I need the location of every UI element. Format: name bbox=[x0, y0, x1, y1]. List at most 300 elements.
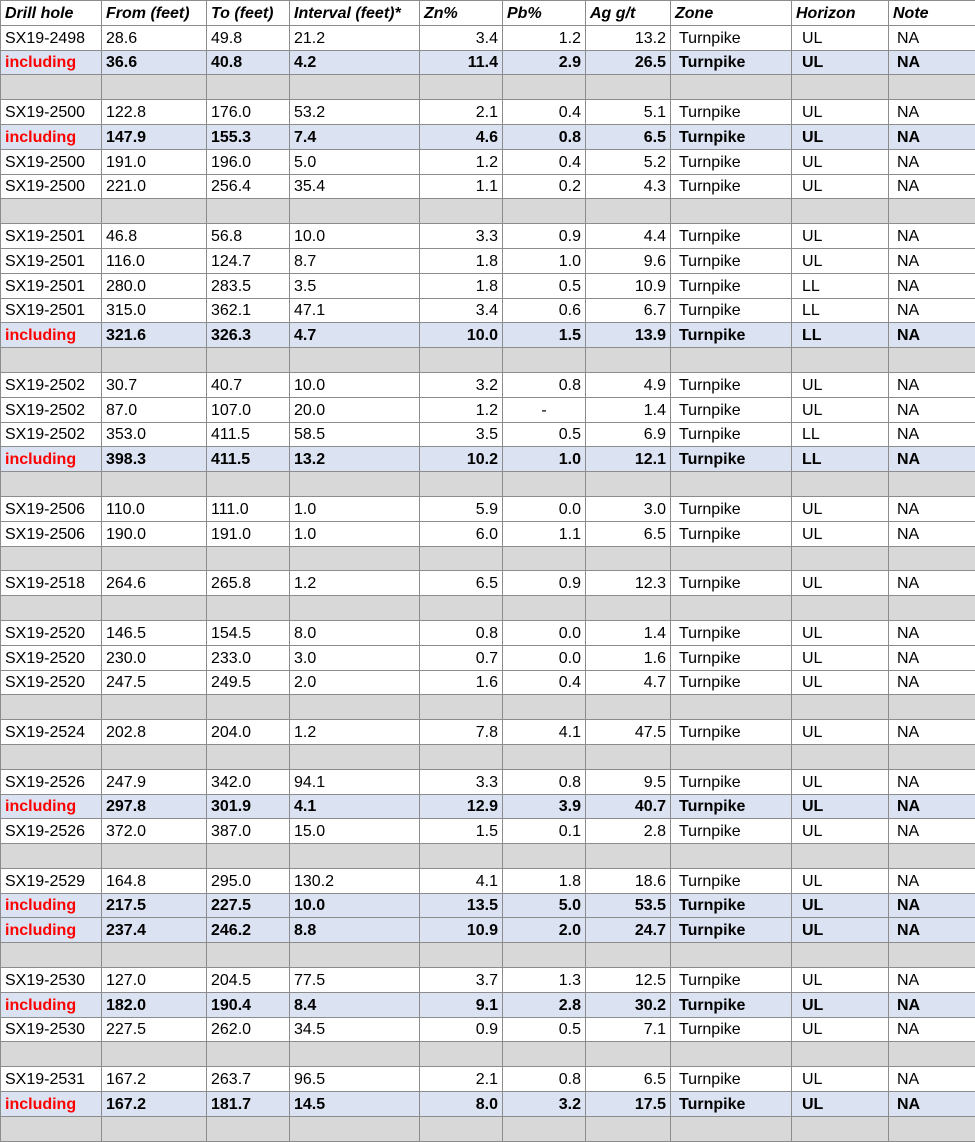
cell-from: 116.0 bbox=[102, 248, 207, 273]
spacer-row bbox=[1, 348, 975, 373]
cell-interval: 10.0 bbox=[290, 893, 420, 918]
cell-pb: 0.5 bbox=[503, 273, 586, 298]
cell-zn: 2.1 bbox=[420, 1067, 503, 1092]
cell-from: 372.0 bbox=[102, 819, 207, 844]
table-header bbox=[1, 1, 975, 26]
cell-zn: 4.6 bbox=[420, 124, 503, 149]
cell-horizon: UL bbox=[792, 918, 889, 943]
table-row bbox=[1, 100, 975, 125]
spacer-cell bbox=[207, 1042, 290, 1067]
table-row bbox=[1, 422, 975, 447]
cell-horizon: UL bbox=[792, 521, 889, 546]
cell-to: 176.0 bbox=[207, 100, 290, 125]
cell-zone: Turnpike bbox=[671, 645, 792, 670]
cell-ag: 6.7 bbox=[586, 298, 671, 323]
cell-zone: Turnpike bbox=[671, 521, 792, 546]
cell-drill-hole: SX19-2500 bbox=[1, 174, 102, 199]
spacer-cell bbox=[1, 695, 102, 720]
table-row bbox=[1, 720, 975, 745]
cell-to: 263.7 bbox=[207, 1067, 290, 1092]
spacer-cell bbox=[290, 844, 420, 869]
cell-drill-hole: SX19-2506 bbox=[1, 496, 102, 521]
cell-pb: 0.6 bbox=[503, 298, 586, 323]
spacer-cell bbox=[290, 943, 420, 968]
spacer-cell bbox=[503, 744, 586, 769]
spacer-cell bbox=[420, 943, 503, 968]
cell-ag: 1.4 bbox=[586, 397, 671, 422]
spacer-cell bbox=[503, 546, 586, 571]
spacer-cell bbox=[420, 546, 503, 571]
spacer-cell bbox=[792, 199, 889, 224]
cell-to: 362.1 bbox=[207, 298, 290, 323]
spacer-cell bbox=[1, 943, 102, 968]
cell-to: 181.7 bbox=[207, 1092, 290, 1117]
spacer-cell bbox=[207, 348, 290, 373]
cell-interval: 2.0 bbox=[290, 670, 420, 695]
cell-ag: 12.3 bbox=[586, 571, 671, 596]
spacer-cell bbox=[889, 695, 975, 720]
spacer-cell bbox=[792, 348, 889, 373]
including-row bbox=[1, 918, 975, 943]
cell-drill-hole: including bbox=[1, 124, 102, 149]
spacer-cell bbox=[792, 546, 889, 571]
cell-drill-hole: SX19-2501 bbox=[1, 224, 102, 249]
header-zn: Zn% bbox=[420, 1, 503, 26]
cell-from: 110.0 bbox=[102, 496, 207, 521]
cell-to: 283.5 bbox=[207, 273, 290, 298]
cell-note: NA bbox=[889, 224, 975, 249]
cell-note: NA bbox=[889, 149, 975, 174]
spacer-cell bbox=[420, 844, 503, 869]
spacer-cell bbox=[792, 744, 889, 769]
cell-from: 398.3 bbox=[102, 447, 207, 472]
cell-drill-hole: including bbox=[1, 1092, 102, 1117]
cell-horizon: UL bbox=[792, 1067, 889, 1092]
cell-drill-hole: SX19-2498 bbox=[1, 25, 102, 50]
cell-ag: 4.7 bbox=[586, 670, 671, 695]
cell-zone: Turnpike bbox=[671, 422, 792, 447]
cell-to: 227.5 bbox=[207, 893, 290, 918]
cell-zone: Turnpike bbox=[671, 273, 792, 298]
cell-drill-hole: SX19-2530 bbox=[1, 968, 102, 993]
cell-to: 411.5 bbox=[207, 422, 290, 447]
cell-pb: 0.8 bbox=[503, 769, 586, 794]
cell-zone: Turnpike bbox=[671, 397, 792, 422]
cell-to: 154.5 bbox=[207, 620, 290, 645]
cell-note: NA bbox=[889, 248, 975, 273]
cell-pb: 1.0 bbox=[503, 447, 586, 472]
cell-to: 256.4 bbox=[207, 174, 290, 199]
table-row bbox=[1, 372, 975, 397]
cell-from: 247.5 bbox=[102, 670, 207, 695]
spacer-cell bbox=[207, 844, 290, 869]
spacer-cell bbox=[586, 695, 671, 720]
cell-zone: Turnpike bbox=[671, 794, 792, 819]
cell-pb: 0.8 bbox=[503, 1067, 586, 1092]
table-row bbox=[1, 645, 975, 670]
spacer-cell bbox=[420, 744, 503, 769]
cell-zn: 11.4 bbox=[420, 50, 503, 75]
cell-to: 387.0 bbox=[207, 819, 290, 844]
table-row bbox=[1, 1067, 975, 1092]
cell-interval: 21.2 bbox=[290, 25, 420, 50]
cell-note: NA bbox=[889, 298, 975, 323]
spacer-cell bbox=[503, 695, 586, 720]
spacer-cell bbox=[102, 943, 207, 968]
cell-note: NA bbox=[889, 868, 975, 893]
cell-horizon: UL bbox=[792, 174, 889, 199]
cell-zn: 10.0 bbox=[420, 323, 503, 348]
cell-zone: Turnpike bbox=[671, 1092, 792, 1117]
cell-to: 111.0 bbox=[207, 496, 290, 521]
spacer-cell bbox=[671, 1042, 792, 1067]
spacer-cell bbox=[420, 695, 503, 720]
cell-ag: 1.6 bbox=[586, 645, 671, 670]
cell-zone: Turnpike bbox=[671, 496, 792, 521]
cell-interval: 8.4 bbox=[290, 992, 420, 1017]
spacer-cell bbox=[290, 546, 420, 571]
cell-to: 411.5 bbox=[207, 447, 290, 472]
cell-zn: 3.4 bbox=[420, 298, 503, 323]
cell-zone: Turnpike bbox=[671, 323, 792, 348]
spacer-cell bbox=[420, 1116, 503, 1141]
cell-zn: 3.2 bbox=[420, 372, 503, 397]
cell-horizon: UL bbox=[792, 645, 889, 670]
cell-zn: 2.1 bbox=[420, 100, 503, 125]
cell-ag: 7.1 bbox=[586, 1017, 671, 1042]
spacer-cell bbox=[503, 943, 586, 968]
spacer-cell bbox=[586, 744, 671, 769]
including-row bbox=[1, 992, 975, 1017]
cell-interval: 8.8 bbox=[290, 918, 420, 943]
cell-interval: 15.0 bbox=[290, 819, 420, 844]
spacer-row bbox=[1, 1042, 975, 1067]
spacer-cell bbox=[889, 348, 975, 373]
cell-ag: 47.5 bbox=[586, 720, 671, 745]
cell-drill-hole: SX19-2501 bbox=[1, 273, 102, 298]
cell-pb: 2.8 bbox=[503, 992, 586, 1017]
spacer-cell bbox=[420, 472, 503, 497]
cell-drill-hole: SX19-2520 bbox=[1, 645, 102, 670]
cell-to: 40.7 bbox=[207, 372, 290, 397]
cell-horizon: UL bbox=[792, 819, 889, 844]
cell-zn: 1.2 bbox=[420, 397, 503, 422]
cell-drill-hole: SX19-2526 bbox=[1, 769, 102, 794]
table-row bbox=[1, 769, 975, 794]
cell-pb: 0.0 bbox=[503, 620, 586, 645]
cell-from: 221.0 bbox=[102, 174, 207, 199]
table-row bbox=[1, 620, 975, 645]
cell-horizon: UL bbox=[792, 1017, 889, 1042]
cell-zn: 1.8 bbox=[420, 248, 503, 273]
cell-note: NA bbox=[889, 397, 975, 422]
cell-pb: 1.1 bbox=[503, 521, 586, 546]
cell-ag: 13.9 bbox=[586, 323, 671, 348]
cell-note: NA bbox=[889, 323, 975, 348]
table-body bbox=[1, 25, 975, 1141]
spacer-cell bbox=[889, 546, 975, 571]
spacer-row bbox=[1, 546, 975, 571]
spacer-cell bbox=[102, 695, 207, 720]
table-row bbox=[1, 174, 975, 199]
spacer-cell bbox=[503, 844, 586, 869]
cell-ag: 6.5 bbox=[586, 521, 671, 546]
cell-to: 342.0 bbox=[207, 769, 290, 794]
spacer-cell bbox=[586, 348, 671, 373]
table-row bbox=[1, 521, 975, 546]
header-pb: Pb% bbox=[503, 1, 586, 26]
table-row bbox=[1, 224, 975, 249]
cell-ag: 9.6 bbox=[586, 248, 671, 273]
spacer-cell bbox=[207, 744, 290, 769]
header-drill-hole: Drill hole bbox=[1, 1, 102, 26]
cell-interval: 96.5 bbox=[290, 1067, 420, 1092]
cell-note: NA bbox=[889, 918, 975, 943]
cell-interval: 3.0 bbox=[290, 645, 420, 670]
cell-interval: 4.2 bbox=[290, 50, 420, 75]
cell-zone: Turnpike bbox=[671, 968, 792, 993]
cell-from: 315.0 bbox=[102, 298, 207, 323]
cell-zn: 10.9 bbox=[420, 918, 503, 943]
cell-zone: Turnpike bbox=[671, 1067, 792, 1092]
cell-zone: Turnpike bbox=[671, 124, 792, 149]
spacer-cell bbox=[889, 75, 975, 100]
spacer-cell bbox=[671, 199, 792, 224]
spacer-cell bbox=[102, 546, 207, 571]
cell-zone: Turnpike bbox=[671, 819, 792, 844]
cell-zn: 1.1 bbox=[420, 174, 503, 199]
cell-zone: Turnpike bbox=[671, 298, 792, 323]
cell-zone: Turnpike bbox=[671, 918, 792, 943]
cell-zone: Turnpike bbox=[671, 25, 792, 50]
cell-horizon: UL bbox=[792, 769, 889, 794]
spacer-cell bbox=[671, 695, 792, 720]
spacer-cell bbox=[586, 75, 671, 100]
spacer-cell bbox=[889, 596, 975, 621]
table-row bbox=[1, 819, 975, 844]
table-row bbox=[1, 968, 975, 993]
cell-note: NA bbox=[889, 992, 975, 1017]
spacer-cell bbox=[1, 844, 102, 869]
cell-zn: 5.9 bbox=[420, 496, 503, 521]
cell-zone: Turnpike bbox=[671, 571, 792, 596]
cell-zone: Turnpike bbox=[671, 670, 792, 695]
spacer-cell bbox=[1, 1116, 102, 1141]
cell-horizon: UL bbox=[792, 248, 889, 273]
cell-interval: 94.1 bbox=[290, 769, 420, 794]
spacer-cell bbox=[671, 75, 792, 100]
cell-horizon: UL bbox=[792, 868, 889, 893]
cell-horizon: UL bbox=[792, 968, 889, 993]
spacer-cell bbox=[102, 1042, 207, 1067]
cell-zone: Turnpike bbox=[671, 100, 792, 125]
cell-zn: 1.8 bbox=[420, 273, 503, 298]
spacer-cell bbox=[671, 472, 792, 497]
spacer-cell bbox=[102, 199, 207, 224]
spacer-row bbox=[1, 75, 975, 100]
cell-note: NA bbox=[889, 769, 975, 794]
spacer-cell bbox=[207, 596, 290, 621]
cell-note: NA bbox=[889, 1092, 975, 1117]
cell-to: 265.8 bbox=[207, 571, 290, 596]
spacer-cell bbox=[102, 1116, 207, 1141]
cell-zn: 13.5 bbox=[420, 893, 503, 918]
spacer-cell bbox=[503, 1042, 586, 1067]
including-row bbox=[1, 50, 975, 75]
spacer-row bbox=[1, 596, 975, 621]
cell-drill-hole: SX19-2524 bbox=[1, 720, 102, 745]
cell-interval: 35.4 bbox=[290, 174, 420, 199]
cell-note: NA bbox=[889, 100, 975, 125]
cell-pb: - bbox=[503, 397, 586, 422]
cell-to: 107.0 bbox=[207, 397, 290, 422]
cell-zn: 0.7 bbox=[420, 645, 503, 670]
cell-from: 36.6 bbox=[102, 50, 207, 75]
spacer-cell bbox=[102, 844, 207, 869]
cell-from: 182.0 bbox=[102, 992, 207, 1017]
spacer-cell bbox=[1, 744, 102, 769]
cell-zone: Turnpike bbox=[671, 224, 792, 249]
cell-zn: 3.4 bbox=[420, 25, 503, 50]
cell-zn: 6.5 bbox=[420, 571, 503, 596]
cell-from: 167.2 bbox=[102, 1092, 207, 1117]
cell-drill-hole: including bbox=[1, 323, 102, 348]
cell-to: 155.3 bbox=[207, 124, 290, 149]
spacer-cell bbox=[290, 1042, 420, 1067]
cell-pb: 0.8 bbox=[503, 372, 586, 397]
cell-drill-hole: including bbox=[1, 918, 102, 943]
cell-drill-hole: including bbox=[1, 447, 102, 472]
spacer-cell bbox=[586, 844, 671, 869]
cell-from: 191.0 bbox=[102, 149, 207, 174]
cell-to: 196.0 bbox=[207, 149, 290, 174]
cell-horizon: LL bbox=[792, 447, 889, 472]
cell-pb: 3.2 bbox=[503, 1092, 586, 1117]
cell-interval: 1.2 bbox=[290, 571, 420, 596]
spacer-cell bbox=[1, 75, 102, 100]
cell-drill-hole: SX19-2506 bbox=[1, 521, 102, 546]
cell-ag: 30.2 bbox=[586, 992, 671, 1017]
cell-note: NA bbox=[889, 372, 975, 397]
cell-horizon: LL bbox=[792, 273, 889, 298]
cell-zone: Turnpike bbox=[671, 447, 792, 472]
cell-zn: 3.5 bbox=[420, 422, 503, 447]
cell-note: NA bbox=[889, 174, 975, 199]
cell-from: 164.8 bbox=[102, 868, 207, 893]
cell-ag: 26.5 bbox=[586, 50, 671, 75]
cell-note: NA bbox=[889, 447, 975, 472]
cell-zone: Turnpike bbox=[671, 620, 792, 645]
cell-ag: 6.5 bbox=[586, 124, 671, 149]
cell-from: 30.7 bbox=[102, 372, 207, 397]
cell-to: 40.8 bbox=[207, 50, 290, 75]
including-row bbox=[1, 124, 975, 149]
including-row bbox=[1, 794, 975, 819]
cell-interval: 4.7 bbox=[290, 323, 420, 348]
cell-ag: 10.9 bbox=[586, 273, 671, 298]
cell-drill-hole: SX19-2520 bbox=[1, 670, 102, 695]
header-zone: Zone bbox=[671, 1, 792, 26]
table-row bbox=[1, 1017, 975, 1042]
cell-interval: 13.2 bbox=[290, 447, 420, 472]
cell-note: NA bbox=[889, 645, 975, 670]
spacer-cell bbox=[290, 348, 420, 373]
table-row bbox=[1, 248, 975, 273]
cell-from: 264.6 bbox=[102, 571, 207, 596]
cell-drill-hole: SX19-2502 bbox=[1, 372, 102, 397]
cell-ag: 5.2 bbox=[586, 149, 671, 174]
spacer-cell bbox=[420, 199, 503, 224]
cell-ag: 4.3 bbox=[586, 174, 671, 199]
cell-zn: 0.8 bbox=[420, 620, 503, 645]
spacer-cell bbox=[290, 744, 420, 769]
spacer-cell bbox=[420, 1042, 503, 1067]
spacer-cell bbox=[503, 75, 586, 100]
cell-to: 190.4 bbox=[207, 992, 290, 1017]
cell-from: 353.0 bbox=[102, 422, 207, 447]
cell-pb: 1.3 bbox=[503, 968, 586, 993]
spacer-cell bbox=[420, 75, 503, 100]
cell-drill-hole: SX19-2501 bbox=[1, 298, 102, 323]
cell-from: 247.9 bbox=[102, 769, 207, 794]
spacer-cell bbox=[889, 199, 975, 224]
cell-to: 191.0 bbox=[207, 521, 290, 546]
cell-pb: 0.4 bbox=[503, 100, 586, 125]
spacer-cell bbox=[503, 199, 586, 224]
cell-zn: 3.3 bbox=[420, 224, 503, 249]
including-row bbox=[1, 1092, 975, 1117]
cell-ag: 53.5 bbox=[586, 893, 671, 918]
spacer-cell bbox=[420, 348, 503, 373]
cell-from: 237.4 bbox=[102, 918, 207, 943]
cell-pb: 0.8 bbox=[503, 124, 586, 149]
spacer-cell bbox=[792, 1042, 889, 1067]
cell-pb: 0.2 bbox=[503, 174, 586, 199]
spacer-cell bbox=[503, 596, 586, 621]
header-interval: Interval (feet)* bbox=[290, 1, 420, 26]
cell-to: 301.9 bbox=[207, 794, 290, 819]
cell-to: 246.2 bbox=[207, 918, 290, 943]
cell-drill-hole: SX19-2518 bbox=[1, 571, 102, 596]
cell-horizon: UL bbox=[792, 124, 889, 149]
spacer-cell bbox=[671, 744, 792, 769]
cell-pb: 1.0 bbox=[503, 248, 586, 273]
cell-from: 28.6 bbox=[102, 25, 207, 50]
including-row bbox=[1, 447, 975, 472]
header-horizon: Horizon bbox=[792, 1, 889, 26]
spacer-cell bbox=[290, 695, 420, 720]
cell-pb: 0.0 bbox=[503, 645, 586, 670]
spacer-cell bbox=[503, 1116, 586, 1141]
spacer-cell bbox=[207, 546, 290, 571]
spacer-cell bbox=[102, 744, 207, 769]
spacer-cell bbox=[207, 75, 290, 100]
spacer-cell bbox=[207, 199, 290, 224]
spacer-cell bbox=[102, 472, 207, 497]
cell-interval: 77.5 bbox=[290, 968, 420, 993]
spacer-cell bbox=[102, 596, 207, 621]
cell-zn: 3.7 bbox=[420, 968, 503, 993]
spacer-cell bbox=[889, 943, 975, 968]
cell-horizon: UL bbox=[792, 720, 889, 745]
cell-note: NA bbox=[889, 50, 975, 75]
header-row bbox=[1, 1, 975, 26]
cell-note: NA bbox=[889, 273, 975, 298]
cell-from: 227.5 bbox=[102, 1017, 207, 1042]
cell-ag: 1.4 bbox=[586, 620, 671, 645]
spacer-cell bbox=[792, 75, 889, 100]
cell-ag: 24.7 bbox=[586, 918, 671, 943]
